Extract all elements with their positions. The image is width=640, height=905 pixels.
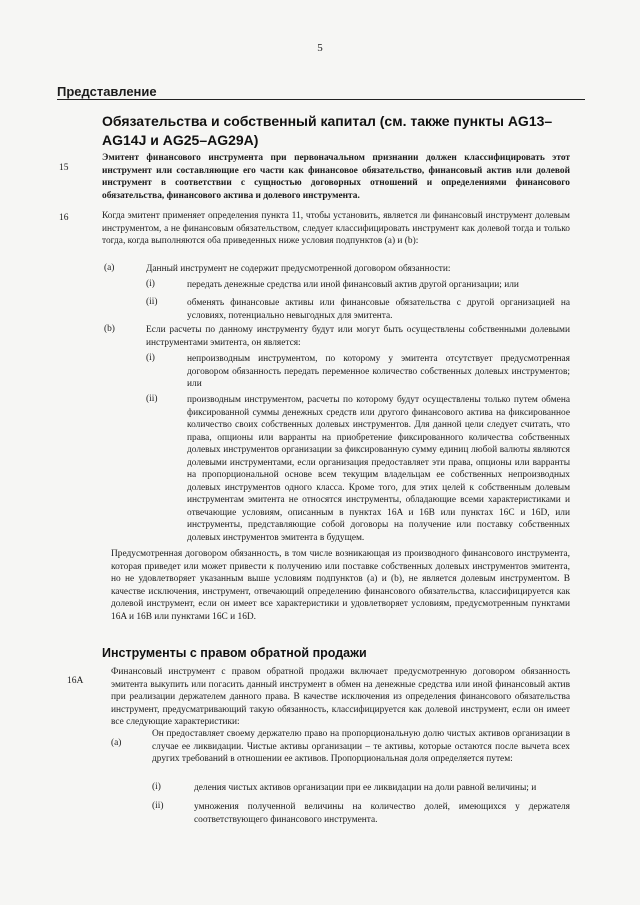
clause-a-ii-label: (ii) <box>146 297 158 307</box>
clause-a-text: Данный инструмент не содержит предусмотренной договором обязанности: <box>146 264 451 274</box>
clause-16a-a-label: (a) <box>111 738 122 748</box>
paragraph-16a-intro: Финансовый инструмент с правом обратной продажи включает предусмотренную договором обязанность эмитента выкупить или погасить данный инструмент в обмен на денежные средства или иной финансовый актив при реализации держателем данного права. В качестве исключения из определения финансового обязательства инструмент, предусматривающий такую обязанность, классифицируется как долевой инструмент, если он имеет все следующие характеристики: <box>111 667 570 727</box>
clause-a-i-label: (i) <box>146 279 155 289</box>
clause-b-ii-label: (ii) <box>146 394 158 404</box>
clause-16a-a-i-label: (i) <box>152 782 161 792</box>
clause-16a-a-ii-text: умножения полученной величины на количество долей, имеющихся у держателя соответствующего финансового инструмента. <box>194 802 570 825</box>
clause-b-ii-text: производным инструментом, расчеты по которому будут осуществлены только путем обмена фиксированной суммы денежных средств или другого финансового актива на фиксированное количество своих собственных долевых инструментов. Для данной цели следует считать, что права, опционы или варранты на приобретение фиксированного количества собственных долевых инструментов организации за фиксированную сумму единиц любой валюты являются долевыми инструментами, если организация предоставляет эти права, опционы или варранты на пропорциональной основе всем текущим владельцам ее собственных непроизводных долевых инструментов одного класса. Кроме того, для этих целей к собственным долевым инструментам эмитента не относятся инструменты, обладающие всеми характеристиками и отвечающие условиям, описанным в пунктах 16A и 16B или пунктах 16C и 16D, или инструменты, представляющие собой договоры на получение или поставку собственных долевых инструментов эмитента в будущем. <box>187 395 570 543</box>
clause-b-i-text: непроизводным инструментом, по которому у эмитента отсутствует предусмотренная договором обязанность передать переменное количество собственных долевых инструментов; или <box>187 354 570 389</box>
paragraph-16-intro: Когда эмитент применяет определения пункта 11, чтобы установить, является ли финансовый инструмент долевым инструментом, а не финансовым обязательством, следует классифицировать инструмент как долевой тогда и только тогда, когда выполняются оба приведенных ниже условия подпунктов (а) и (b): <box>102 211 570 246</box>
clause-16a-a-text: Он предоставляет своему держателю право на пропорциональную долю чистых активов организации в случае ее ликвидации. Чистые активы организации – те активы, которые остаются после вычета всех других требований в отношении ее активов. Пропорциональная доля определяется путем: <box>152 729 570 764</box>
paragraph-16-closing: Предусмотренная договором обязанность, в том числе возникающая из производного финансового инструмента, которая приведет или может привести к получению или поставке собственных долевых инструментов эмитента, но не удовлетворяет указанным выше условиям подпунктов (а) и (b), не является долевым инструментом. В качестве исключения, инструмент, отвечающий определению финансового обязательства, классифицируется как долевой инструмент, если он имеет все характеристики и удовлетворяет условиям, предусмотренным пунктами 16A и 16B или пунктами 16C и 16D. <box>111 549 570 622</box>
clause-a-label: (a) <box>104 263 115 273</box>
paragraph-number-16a: 16A <box>67 676 84 686</box>
heading-puttable-instruments: Инструменты с правом обратной продажи <box>102 646 367 660</box>
clause-b-i-label: (i) <box>146 353 155 363</box>
clause-16a-a-ii-label: (ii) <box>152 801 164 811</box>
paragraph-number-15: 15 <box>59 163 69 173</box>
section-title: Представление <box>57 84 157 99</box>
clause-16a-a-i-text: деления чистых активов организации при ее ликвидации на доли равной величины; и <box>194 783 537 793</box>
page-number: 5 <box>317 42 323 54</box>
section-divider <box>57 99 585 100</box>
heading-liabilities-equity: Обязательства и собственный капитал (см. также пункты AG13–AG14J и AG25–AG29A) <box>102 113 553 148</box>
clause-b-text: Если расчеты по данному инструменту будут или могут быть осуществлены собственными долевыми инструментами эмитента, он является: <box>146 325 570 348</box>
clause-a-i-text: передать денежные средства или иной финансовый актив другой организации; или <box>187 280 519 290</box>
clause-a-ii-text: обменять финансовые активы или финансовые обязательства с другой организацией на условиях, потенциально невыгодных для эмитента. <box>187 298 570 321</box>
paragraph-number-16: 16 <box>59 213 69 223</box>
clause-b-label: (b) <box>104 324 115 334</box>
paragraph-15-text: Эмитент финансового инструмента при первоначальном признании должен классифицировать этот инструмент или составляющие его части как финансовое обязательство, финансовый актив или долевой инструмент в соответствии с сущностью договорных отношений и определениями финансового обязательства, финансового актива и долевого инструмента. <box>102 153 570 201</box>
